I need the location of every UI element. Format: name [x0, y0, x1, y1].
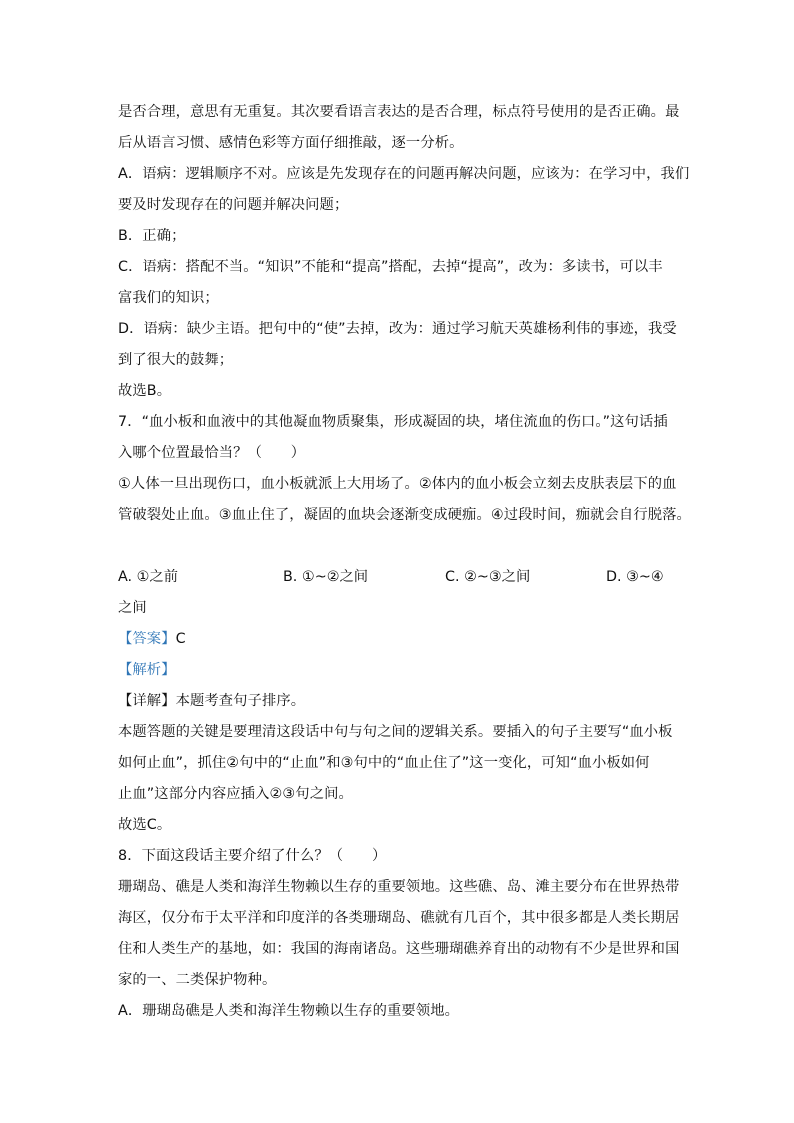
q8-option-a: A．珊瑚岛礁是人类和海洋生物赖以生存的重要领地。	[118, 1003, 460, 1019]
passage-line: 管破裂处止血。③血止住了，凝固的血块会逐渐变成硬痂。④过段时间，痂就会自行脱落。	[118, 507, 691, 523]
text-line: 如何止血”，抓住②句中的“止血”和③句中的“血止住了”这一变化，可知“血小板如何	[118, 755, 650, 771]
conclusion: 故选C。	[118, 817, 172, 833]
passage-line: 家的一、二类保护物种。	[118, 972, 277, 988]
text-line: 富我们的知识；	[118, 290, 219, 306]
q7-option-d-wrap: 之间	[118, 600, 147, 616]
document-page	[118, 97, 691, 1027]
text-line: 后从语言习惯、感情色彩等方面仔细推敲，逐一分析。	[118, 135, 464, 151]
text-line: 要及时发现存在的问题并解决问题；	[118, 197, 349, 213]
passage-line: ①人体一旦出现伤口，血小板就派上大用场了。②体内的血小板会立刻去皮肤表层下的血	[118, 476, 677, 492]
analysis-label: 【解析】	[118, 662, 176, 678]
option-d-analysis: D．语病：缺少主语。把句中的“使”去掉，改为：通过学习航天英雄杨利伟的事迹，我受	[118, 321, 677, 337]
text-line: 本题答题的关键是要理清这段话中句与句之间的逻辑关系。要插入的句子主要写“血小板	[118, 724, 673, 740]
passage-line: 珊瑚岛、礁是人类和海洋生物赖以生存的重要领地。这些礁、岛、滩主要分布在世界热带	[118, 879, 680, 895]
conclusion: 故选B。	[118, 383, 172, 399]
answer-row	[118, 624, 688, 655]
q7-option-c: C. ②~③之间	[445, 569, 531, 585]
option-a-analysis: A．语病：逻辑顺序不对。应该是先发现存在的问题再解决问题，应该为：在学习中，我们	[118, 166, 690, 182]
q7-option-a: A. ①之前	[118, 569, 179, 585]
spacer	[118, 531, 688, 562]
passage-line: 住和人类生产的基地，如：我国的海南诸岛。这些珊瑚礁养育出的动物有不少是世界和国	[118, 941, 680, 957]
question-7: 7．“血小板和血液中的其他凝血物质聚集，形成凝固的块，堵住流血的伤口。”这句话插	[118, 414, 668, 430]
answer-value: C	[175, 631, 186, 647]
answer-label: 【答案】	[118, 631, 176, 647]
text-line: 入哪个位置最恰当？（ ）	[118, 445, 306, 461]
option-b-analysis: B．正确；	[118, 228, 186, 244]
text-line: 是否合理，意思有无重复。其次要看语言表达的是否合理，标点符号使用的是否正确。最	[118, 104, 680, 120]
passage-line: 海区，仅分布于太平洋和印度洋的各类珊瑚岛、礁就有几百个，其中很多都是人类长期居	[118, 910, 680, 926]
q7-option-b: B. ①~②之间	[283, 569, 369, 585]
question-8: 8．下面这段话主要介绍了什么？（ ）	[118, 848, 387, 864]
option-c-analysis: C．语病：搭配不当。“知识”不能和“提高”搭配，去掉“提高”，改为：多读书，可以丰	[118, 259, 663, 275]
q7-options	[118, 562, 688, 593]
text-line: 到了很大的鼓舞；	[118, 352, 234, 368]
q7-option-d: D. ③~④	[606, 569, 664, 585]
text-line: 止血”这部分内容应插入②③句之间。	[118, 786, 353, 802]
detail-line: 【详解】本题考查句子排序。	[118, 693, 306, 709]
